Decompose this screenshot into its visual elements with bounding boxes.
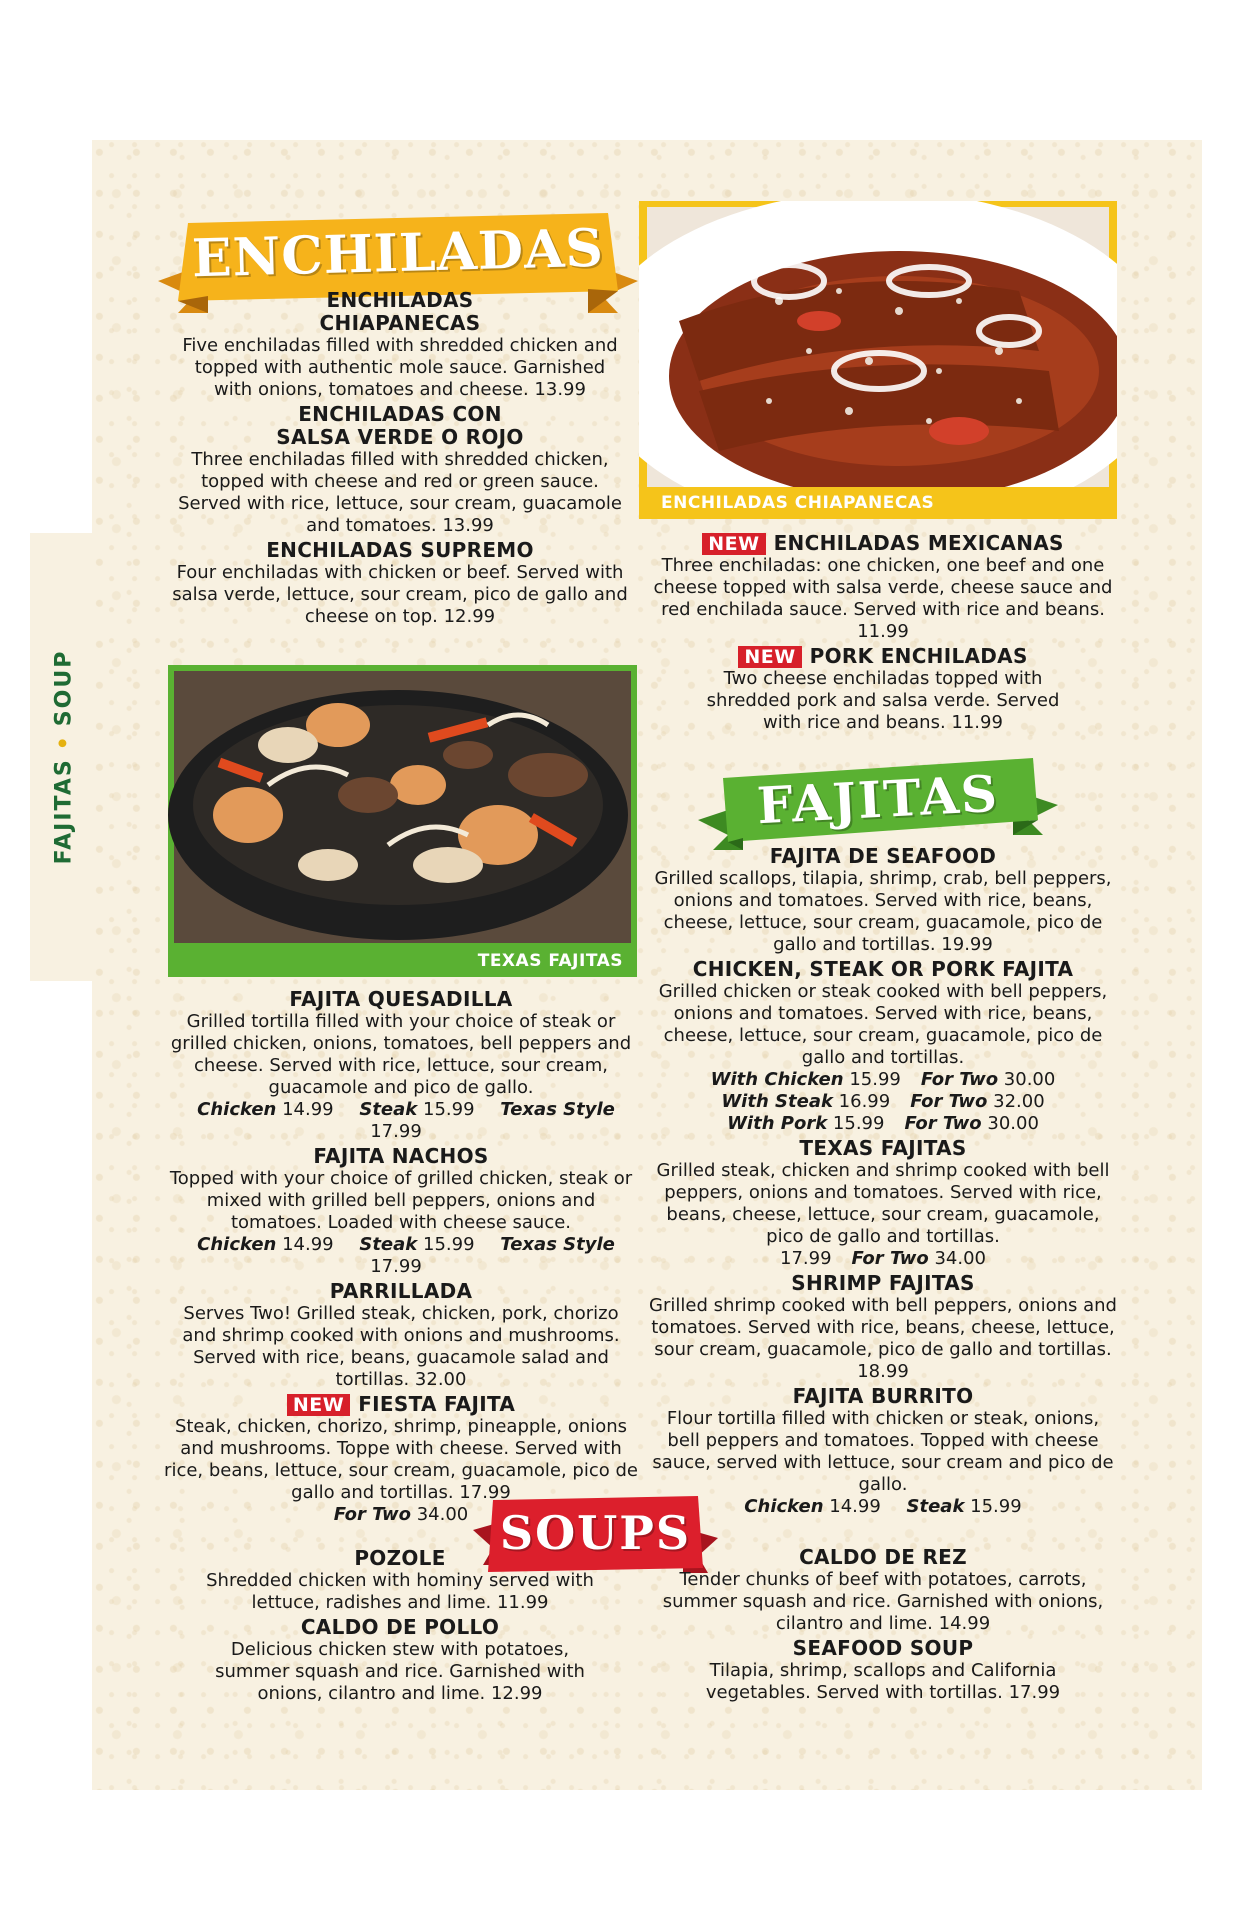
- item-description: Three enchiladas: one chicken, one beef and one cheese topped with salsa verde, cheese sauce and red enchilada sauce. Served with rice and beans. 11.99: [653, 555, 1113, 642]
- price-label: For Two: [333, 1504, 411, 1525]
- menu-item: [648, 1137, 1118, 1270]
- item-title: FAJITA QUESADILLA: [289, 987, 513, 1011]
- menu-item: [648, 1546, 1118, 1635]
- menu-item: [170, 539, 630, 628]
- menu-item: [170, 289, 630, 401]
- price-option: [852, 1248, 986, 1269]
- menu-item: [162, 988, 640, 1143]
- item-title: CALDO DE POLLO: [300, 1615, 500, 1639]
- price-label: Chicken: [744, 1496, 824, 1517]
- item-description: Serves Two! Grilled steak, chicken, pork, chorizo and shrimp cooked with onions and mushrooms. Served with rice, beans, guacamole salad and tortillas. 32.00: [182, 1303, 620, 1390]
- fajitas-photo-caption: TEXAS FAJITAS: [477, 951, 623, 971]
- item-title: TEXAS FAJITAS: [799, 1136, 967, 1160]
- item-description: Grilled shrimp cooked with bell peppers, onions and tomatoes. Served with rice, beans, cheese, lettuce, sour cream, guacamole, pico de gallo and tortillas. 18.99: [649, 1295, 1117, 1382]
- side-label-dot: •: [51, 734, 77, 751]
- price-label: With Pork: [727, 1113, 828, 1134]
- price-label: Steak: [359, 1234, 418, 1255]
- price-option: [711, 1069, 901, 1090]
- menu-item: [162, 1280, 640, 1391]
- enchiladas-right-column: [648, 532, 1118, 736]
- item-description: Grilled chicken or steak cooked with bell peppers, onions and tomatoes. Served with rice, beans, cheese, lettuce, sour cream, guacamole, pico de gallo and tortillas.: [658, 981, 1108, 1068]
- price-label: Chicken: [197, 1234, 277, 1255]
- price-value: 16.99: [838, 1091, 891, 1112]
- price-value: 34.00: [934, 1248, 986, 1269]
- item-description: Grilled scallops, tilapia, shrimp, crab, bell peppers, onions and tomatoes. Served with rice, beans, cheese, lettuce, sour cream, guacamole, pico de gallo and tortillas. 19.99: [654, 868, 1112, 955]
- price-option: [359, 1234, 474, 1255]
- item-title: FIESTA FAJITA: [358, 1392, 516, 1416]
- price-value: 15.99: [423, 1234, 475, 1255]
- menu-item: [185, 1547, 615, 1614]
- enchiladas-photo-caption: ENCHILADAS CHIAPANECAS: [661, 493, 935, 513]
- price-value: 17.99: [370, 1121, 422, 1142]
- price-row: [648, 1069, 1118, 1091]
- price-label: For Two: [851, 1248, 929, 1269]
- price-label: Steak: [906, 1496, 965, 1517]
- price-row: [648, 1091, 1118, 1113]
- item-description: Grilled tortilla filled with your choice of steak or grilled chicken, onions, tomatoes, bell peppers and cheese. Served with rice, lettuce, sour cream, guacamole and pico de gallo.: [170, 1011, 632, 1098]
- enchiladas-photo: [639, 201, 1117, 519]
- price-row: [648, 1248, 1118, 1270]
- price-value: 17.99: [780, 1248, 832, 1269]
- menu-item: [648, 532, 1118, 643]
- enchiladas-banner-title: ENCHILADAS: [191, 217, 605, 290]
- item-description: Tilapia, shrimp, scallops and California vegetables. Served with tortillas. 17.99: [705, 1660, 1061, 1703]
- menu-item: [170, 403, 630, 537]
- price-label: For Two: [910, 1091, 988, 1112]
- item-description: Grilled steak, chicken and shrimp cooked with bell peppers, onions and tomatoes. Served with rice, beans, cheese, lettuce, sour cream, guacamole, pico de gallo and tortillas.: [656, 1160, 1110, 1247]
- item-description: Topped with your choice of grilled chicken, steak or mixed with grilled bell peppers, onions and tomatoes. Loaded with cheese sauce.: [169, 1168, 633, 1233]
- price-value: 15.99: [849, 1069, 901, 1090]
- price-value: 15.99: [423, 1099, 475, 1120]
- price-value: 15.99: [970, 1496, 1022, 1517]
- fajitas-photo: [168, 665, 637, 977]
- enchiladas-left-column: [170, 289, 630, 630]
- side-label-soup: SOUP: [51, 649, 77, 727]
- item-title: POZOLE: [354, 1546, 446, 1570]
- side-section-label: [52, 650, 77, 865]
- side-label-fajitas: FAJITAS: [51, 758, 77, 865]
- price-value: 32.00: [993, 1091, 1045, 1112]
- price-option: [744, 1496, 880, 1517]
- price-row: [162, 1099, 640, 1143]
- price-value: 15.99: [832, 1113, 885, 1134]
- item-description: Five enchiladas filled with shredded chicken and topped with authentic mole sauce. Garnished with onions, tomatoes and cheese. 13.99: [182, 335, 618, 400]
- item-title: SHRIMP FAJITAS: [791, 1271, 975, 1295]
- price-label: Texas Style: [500, 1234, 615, 1255]
- item-title: CHICKEN, STEAK OR PORK FAJITA: [692, 957, 1074, 981]
- item-description: Tender chunks of beef with potatoes, carrots, summer squash and rice. Garnished with onions, cilantro and lime. 14.99: [662, 1569, 1104, 1634]
- price-label: Chicken: [197, 1099, 277, 1120]
- menu-item: [648, 845, 1118, 956]
- item-description: Shredded chicken with hominy served with lettuce, radishes and lime. 11.99: [206, 1570, 594, 1613]
- item-description: Two cheese enchiladas topped with shredded pork and salsa verde. Served with rice and beans. 11.99: [706, 668, 1060, 733]
- price-option: [197, 1234, 333, 1255]
- item-title: ENCHILADAS MEXICANAS: [773, 531, 1064, 555]
- menu-item: [648, 1637, 1118, 1704]
- price-value: 17.99: [370, 1256, 422, 1277]
- item-title: PORK ENCHILADAS: [809, 644, 1028, 668]
- menu-item: [648, 645, 1118, 734]
- item-title: SEAFOOD SOUP: [792, 1636, 974, 1660]
- item-title: FAJITA DE SEAFOOD: [769, 844, 997, 868]
- item-description: Four enchiladas with chicken or beef. Served with salsa verde, lettuce, sour cream, pico de gallo and cheese on top. 12.99: [172, 562, 628, 627]
- item-title: ENCHILADAS SUPREMO: [266, 538, 534, 562]
- price-value: 34.00: [416, 1504, 469, 1525]
- price-label: Steak: [359, 1099, 418, 1120]
- new-badge: NEW: [287, 1394, 350, 1416]
- menu-item: [648, 958, 1118, 1135]
- soups-left-column: [185, 1547, 615, 1707]
- price-label: With Chicken: [710, 1069, 844, 1090]
- price-label: For Two: [920, 1069, 999, 1090]
- price-option: [197, 1099, 333, 1120]
- price-row: [162, 1234, 640, 1278]
- item-description: Delicious chicken stew with potatoes, summer squash and rice. Garnished with onions, cilantro and lime. 12.99: [215, 1639, 585, 1704]
- price-label: For Two: [904, 1113, 982, 1134]
- price-option: [907, 1496, 1022, 1517]
- soups-banner-title: SOUPS: [499, 1506, 692, 1560]
- item-title-row: [648, 532, 1118, 555]
- fajitas-right-column: [648, 845, 1118, 1520]
- price-value: 14.99: [282, 1099, 334, 1120]
- item-title-row: [162, 1393, 640, 1416]
- price-label: With Steak: [721, 1091, 833, 1112]
- item-title: PARRILLADA: [329, 1279, 473, 1303]
- item-description: Three enchiladas filled with shredded chicken, topped with cheese and red or green sauce. Served with rice, lettuce, sour cream, guacamole and tomatoes. 13.99: [178, 449, 622, 536]
- item-description: Steak, chicken, chorizo, shrimp, pineapple, onions and mushrooms. Toppe with cheese. Served with rice, beans, lettuce, sour cream, guacamole, pico de gallo and tortillas. 17.99: [164, 1416, 638, 1503]
- menu-item: [162, 1145, 640, 1278]
- item-title: FAJITA BURRITO: [792, 1384, 974, 1408]
- soups-right-column: [648, 1546, 1118, 1706]
- enchiladas-plate-image: [639, 201, 1117, 519]
- price-value: 14.99: [282, 1234, 334, 1255]
- item-title: ENCHILADAS CHIAPANECAS: [319, 288, 481, 335]
- item-title-row: [648, 645, 1118, 668]
- price-option: [904, 1113, 1038, 1134]
- menu-item: [185, 1616, 615, 1705]
- price-value: 30.00: [987, 1113, 1039, 1134]
- item-title: CALDO DE REZ: [799, 1545, 967, 1569]
- price-option: [721, 1091, 890, 1112]
- fajitas-left-column: [162, 988, 640, 1528]
- price-option: [359, 1099, 474, 1120]
- price-value: 14.99: [829, 1496, 881, 1517]
- new-badge: NEW: [738, 646, 801, 668]
- fajitas-skillet-image: [168, 665, 637, 977]
- price-row: [648, 1113, 1118, 1135]
- menu-item: [648, 1272, 1118, 1383]
- item-title: FAJITA NACHOS: [313, 1144, 489, 1168]
- price-option: [910, 1091, 1044, 1112]
- new-badge: NEW: [702, 533, 765, 555]
- item-description: Flour tortilla filled with chicken or steak, onions, bell peppers and tomatoes. Topped with cheese sauce, served with lettuce, sour cream and pico de gallo.: [652, 1408, 1114, 1495]
- price-value: 30.00: [1003, 1069, 1056, 1090]
- price-option: [921, 1069, 1055, 1090]
- price-option: [727, 1113, 884, 1134]
- fajitas-banner-title: FAJITAS: [755, 763, 1001, 836]
- price-label: Texas Style: [500, 1099, 615, 1120]
- item-title: ENCHILADAS CON SALSA VERDE O ROJO: [276, 402, 524, 449]
